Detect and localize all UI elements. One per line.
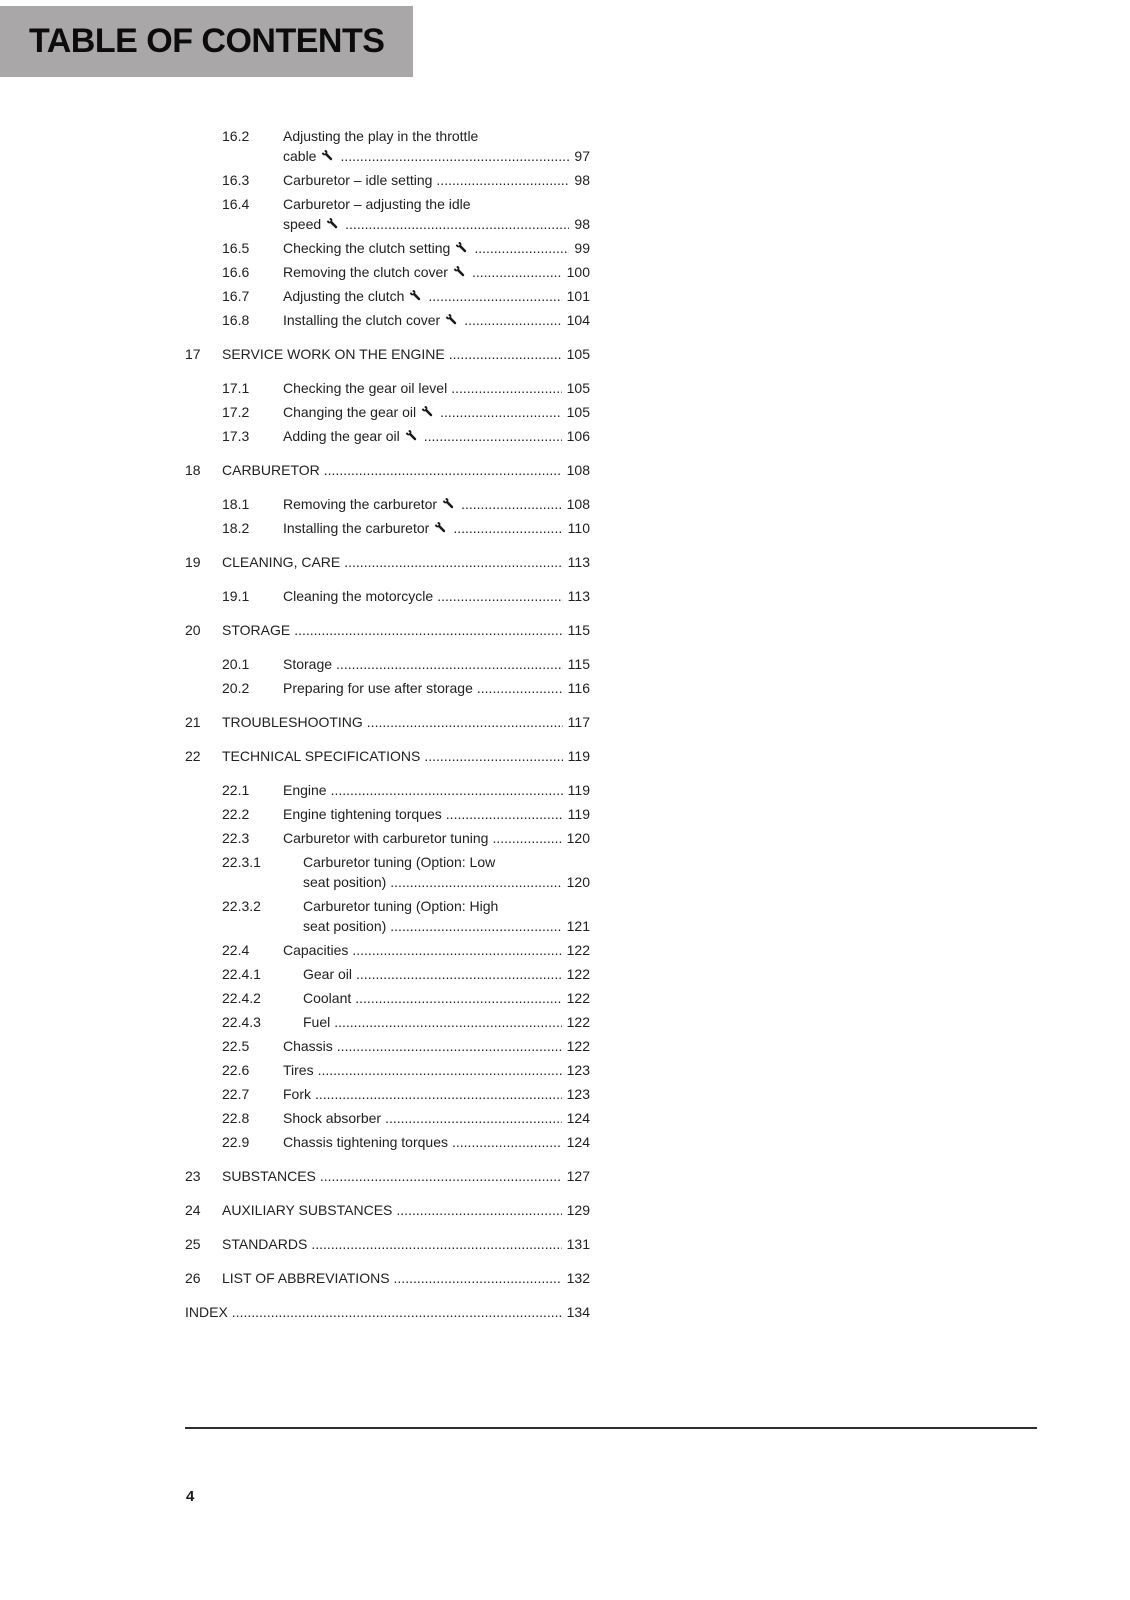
dot-leader xyxy=(451,378,561,398)
dot-leader xyxy=(428,286,561,306)
dot-leader xyxy=(452,1132,562,1152)
page-number: 105 xyxy=(566,380,590,396)
entry-number: 22.4 xyxy=(222,942,250,958)
toc-entry xyxy=(185,620,590,640)
dot-leader xyxy=(318,1060,562,1080)
entry-number: 22.7 xyxy=(222,1086,250,1102)
wrench-icon xyxy=(455,238,469,258)
page-number: 116 xyxy=(567,680,590,696)
entry-title: Carburetor with carburetor tuning xyxy=(283,830,489,846)
entry-title: Checking the clutch setting xyxy=(283,240,451,256)
page-number: 122 xyxy=(566,990,590,1006)
footer-rule xyxy=(185,1427,1037,1429)
entry-title: Capacities xyxy=(283,942,349,958)
toc-entry xyxy=(185,1084,590,1104)
page-number: 108 xyxy=(566,496,590,512)
wrench-icon xyxy=(326,214,340,234)
entry-title: Adding the gear oil xyxy=(283,428,400,444)
entry-number: 16.3 xyxy=(222,172,250,188)
entry-title: Fuel xyxy=(303,1014,331,1030)
page-number: 122 xyxy=(566,942,590,958)
entry-title: Coolant xyxy=(303,990,352,1006)
entry-title: Fork xyxy=(283,1086,311,1102)
dot-leader xyxy=(474,238,569,258)
dot-leader xyxy=(232,1302,562,1322)
toc-entry xyxy=(185,170,590,190)
page-number: 119 xyxy=(567,748,590,764)
entry-number: 25 xyxy=(185,1236,201,1252)
entry-title: Cleaning the motorcycle xyxy=(283,588,434,604)
entry-number: 26 xyxy=(185,1270,201,1286)
toc-entry xyxy=(185,402,590,422)
dot-leader xyxy=(424,426,562,446)
entry-number: 16.2 xyxy=(222,128,250,144)
page-number: 127 xyxy=(566,1168,590,1184)
page-number: 101 xyxy=(566,288,590,304)
entry-title: Gear oil xyxy=(303,966,353,982)
page-number: 110 xyxy=(567,520,590,536)
entry-number: 16.5 xyxy=(222,240,250,256)
page-number: 122 xyxy=(566,966,590,982)
entry-number: 20.1 xyxy=(222,656,250,672)
entry-number: 22.6 xyxy=(222,1062,250,1078)
wrench-icon xyxy=(442,494,456,514)
page-number: 134 xyxy=(566,1304,590,1320)
toc-entry xyxy=(185,552,590,572)
page-number: 124 xyxy=(566,1134,590,1150)
dot-leader xyxy=(464,310,561,330)
wrench-icon xyxy=(434,518,448,538)
page-number: 97 xyxy=(574,148,590,164)
dot-leader xyxy=(472,262,562,282)
page-title: TABLE OF CONTENTS xyxy=(29,22,385,60)
toc-entry xyxy=(185,494,590,514)
page-number: 105 xyxy=(566,404,590,420)
entry-title: TECHNICAL SPECIFICATIONS xyxy=(222,748,421,764)
toc-entry xyxy=(185,1132,590,1152)
page-number: 99 xyxy=(574,240,590,256)
dot-leader xyxy=(344,552,562,572)
toc-entry xyxy=(185,194,590,234)
entry-number: 19.1 xyxy=(222,588,250,604)
page-number: 123 xyxy=(566,1062,590,1078)
page-number: 106 xyxy=(566,428,590,444)
page-number: 104 xyxy=(566,312,590,328)
entry-title: INDEX xyxy=(185,1304,228,1320)
toc-entry xyxy=(185,1036,590,1056)
page-number: 124 xyxy=(566,1110,590,1126)
dot-leader xyxy=(352,940,561,960)
footer-page-number: 4 xyxy=(186,1488,195,1505)
entry-number: 16.6 xyxy=(222,264,250,280)
toc-entry xyxy=(185,262,590,282)
entry-title: Chassis tightening torques xyxy=(283,1134,448,1150)
entry-title: STORAGE xyxy=(222,622,291,638)
dot-leader xyxy=(396,1200,561,1220)
toc-entry xyxy=(185,1166,590,1186)
entry-title: Engine xyxy=(283,782,327,798)
entry-title: Preparing for use after storage xyxy=(283,680,473,696)
entry-number: 20 xyxy=(185,622,201,638)
toc-entry xyxy=(185,310,590,330)
entry-title: Chassis xyxy=(283,1038,333,1054)
entry-title: Adjusting the clutch xyxy=(283,288,405,304)
entry-title: Removing the carburetor xyxy=(283,496,438,512)
entry-number: 22 xyxy=(185,748,201,764)
wrench-icon xyxy=(405,426,419,446)
dot-leader xyxy=(492,828,561,848)
dot-leader xyxy=(315,1084,562,1104)
toc-entry xyxy=(185,518,590,538)
entry-title: seat position) xyxy=(303,874,387,890)
dot-leader xyxy=(334,1012,561,1032)
toc-entry xyxy=(185,286,590,306)
entry-number: 18.1 xyxy=(222,496,250,512)
dot-leader xyxy=(337,1036,562,1056)
entry-title: Tires xyxy=(283,1062,314,1078)
page-number: 98 xyxy=(574,216,590,232)
entry-title: Changing the gear oil xyxy=(283,404,417,420)
entry-number: 18.2 xyxy=(222,520,250,536)
entry-number: 23 xyxy=(185,1168,201,1184)
toc-entry xyxy=(185,678,590,698)
page-number: 117 xyxy=(567,714,590,730)
toc-entry xyxy=(185,1060,590,1080)
entry-number: 16.8 xyxy=(222,312,250,328)
entry-title: TROUBLESHOOTING xyxy=(222,714,363,730)
toc-entry xyxy=(185,780,590,800)
dot-leader xyxy=(424,746,562,766)
entry-title: Engine tightening torques xyxy=(283,806,442,822)
page-number: 119 xyxy=(567,806,590,822)
page-number: 121 xyxy=(566,918,590,934)
page-number: 113 xyxy=(567,554,590,570)
wrench-icon xyxy=(421,402,435,422)
entry-number: 16.4 xyxy=(222,196,250,212)
toc-entry xyxy=(185,804,590,824)
entry-number: 22.4.3 xyxy=(222,1014,261,1030)
toc-entry xyxy=(185,1234,590,1254)
wrench-icon xyxy=(321,146,335,166)
entry-number: 17.3 xyxy=(222,428,250,444)
dot-leader xyxy=(324,460,562,480)
dot-leader xyxy=(394,1268,562,1288)
dot-leader xyxy=(331,780,563,800)
entry-number: 18 xyxy=(185,462,201,478)
entry-number: 22.3 xyxy=(222,830,250,846)
entry-title: CARBURETOR xyxy=(222,462,320,478)
entry-number: 22.5 xyxy=(222,1038,250,1054)
toc-entry xyxy=(185,852,590,892)
toc-entry xyxy=(185,940,590,960)
toc-entry xyxy=(185,1200,590,1220)
dot-leader xyxy=(390,872,561,892)
entry-number: 19 xyxy=(185,554,201,570)
dot-leader xyxy=(385,1108,562,1128)
wrench-icon xyxy=(409,286,423,306)
entry-number: 22.8 xyxy=(222,1110,250,1126)
toc-entry xyxy=(185,896,590,936)
page-number: 120 xyxy=(566,874,590,890)
entry-title: seat position) xyxy=(303,918,387,934)
toc-entry xyxy=(185,426,590,446)
table-of-contents xyxy=(185,126,590,1336)
page-number: 132 xyxy=(566,1270,590,1286)
dot-leader xyxy=(453,518,562,538)
entry-number: 16.7 xyxy=(222,288,250,304)
entry-title: STANDARDS xyxy=(222,1236,308,1252)
page-number: 122 xyxy=(566,1038,590,1054)
entry-title: AUXILIARY SUBSTANCES xyxy=(222,1202,393,1218)
dot-leader xyxy=(336,654,563,674)
toc-entry xyxy=(185,460,590,480)
entry-title: Removing the clutch cover xyxy=(283,264,448,280)
entry-number: 22.9 xyxy=(222,1134,250,1150)
entry-number: 17 xyxy=(185,346,201,362)
toc-entry xyxy=(185,746,590,766)
toc-entry xyxy=(185,378,590,398)
entry-title: cable xyxy=(283,148,317,164)
page-number: 100 xyxy=(566,264,590,280)
toc-entry xyxy=(185,1268,590,1288)
entry-title: Storage xyxy=(283,656,333,672)
toc-entry xyxy=(185,586,590,606)
toc-entry xyxy=(185,1012,590,1032)
page-number: 119 xyxy=(567,782,590,798)
dot-leader xyxy=(449,344,562,364)
entry-number: 20.2 xyxy=(222,680,250,696)
toc-entry xyxy=(185,964,590,984)
wrench-icon xyxy=(453,262,467,282)
page-number: 123 xyxy=(566,1086,590,1102)
toc-entry xyxy=(185,1108,590,1128)
wrench-icon xyxy=(445,310,459,330)
entry-title: Installing the clutch cover xyxy=(283,312,441,328)
dot-leader xyxy=(390,916,561,936)
toc-entry xyxy=(185,654,590,674)
entry-title: SUBSTANCES xyxy=(222,1168,316,1184)
entry-title-line: Carburetor tuning (Option: Low xyxy=(303,854,496,870)
entry-title-line: Carburetor tuning (Option: High xyxy=(303,898,499,914)
entry-title: Shock absorber xyxy=(283,1110,382,1126)
page-number: 105 xyxy=(566,346,590,362)
page-number: 122 xyxy=(566,1014,590,1030)
toc-entry xyxy=(185,828,590,848)
dot-leader xyxy=(436,170,569,190)
dot-leader xyxy=(340,146,569,166)
page-header-banner xyxy=(0,6,413,77)
dot-leader xyxy=(345,214,569,234)
entry-title: CLEANING, CARE xyxy=(222,554,341,570)
dot-leader xyxy=(440,402,562,422)
entry-number: 17.2 xyxy=(222,404,250,420)
toc-entry xyxy=(185,712,590,732)
dot-leader xyxy=(311,1234,561,1254)
dot-leader xyxy=(294,620,562,640)
entry-title: Installing the carburetor xyxy=(283,520,430,536)
dot-leader xyxy=(446,804,563,824)
entry-title-line: Adjusting the play in the throttle xyxy=(283,128,479,144)
page-number: 113 xyxy=(567,588,590,604)
entry-number: 22.4.1 xyxy=(222,966,261,982)
dot-leader xyxy=(356,964,562,984)
page-number: 129 xyxy=(566,1202,590,1218)
entry-title: Carburetor – idle setting xyxy=(283,172,433,188)
page-number: 120 xyxy=(566,830,590,846)
toc-entry xyxy=(185,126,590,166)
dot-leader xyxy=(461,494,562,514)
dot-leader xyxy=(477,678,563,698)
dot-leader xyxy=(437,586,562,606)
entry-title-line: Carburetor – adjusting the idle xyxy=(283,196,471,212)
page-number: 115 xyxy=(567,656,590,672)
toc-entry xyxy=(185,988,590,1008)
entry-number: 22.3.2 xyxy=(222,898,261,914)
entry-number: 22.2 xyxy=(222,806,250,822)
page-number: 131 xyxy=(566,1236,590,1252)
dot-leader xyxy=(367,712,563,732)
page-number: 98 xyxy=(574,172,590,188)
page-number: 108 xyxy=(566,462,590,478)
page-number: 115 xyxy=(567,622,590,638)
entry-number: 22.1 xyxy=(222,782,250,798)
entry-number: 21 xyxy=(185,714,201,730)
entry-title: SERVICE WORK ON THE ENGINE xyxy=(222,346,445,362)
entry-number: 24 xyxy=(185,1202,201,1218)
entry-title: Checking the gear oil level xyxy=(283,380,448,396)
dot-leader xyxy=(355,988,561,1008)
toc-entry xyxy=(185,344,590,364)
entry-title: speed xyxy=(283,216,322,232)
entry-title: LIST OF ABBREVIATIONS xyxy=(222,1270,390,1286)
entry-number: 22.4.2 xyxy=(222,990,261,1006)
entry-number: 22.3.1 xyxy=(222,854,261,870)
entry-number: 17.1 xyxy=(222,380,250,396)
toc-entry xyxy=(185,1302,590,1322)
dot-leader xyxy=(320,1166,562,1186)
toc-entry xyxy=(185,238,590,258)
